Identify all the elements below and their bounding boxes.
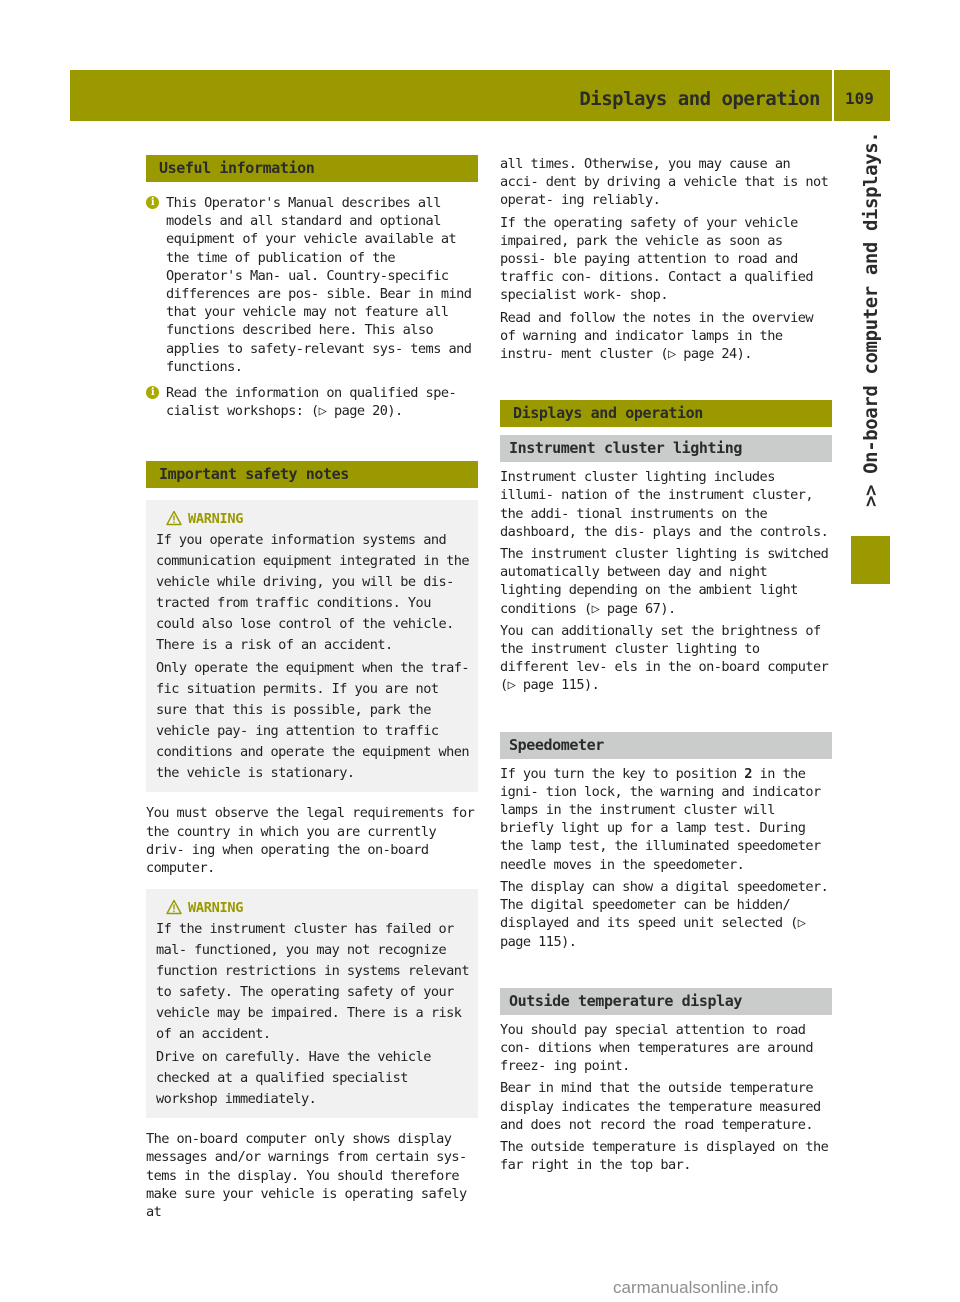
warning-title-text: WARNING [188, 900, 244, 917]
body-paragraph: You must observe the legal requirements for the country in which you are currently driv- ing when operating the on-board computer. [146, 805, 475, 877]
warning-title-text: WARNING [188, 511, 244, 528]
header-divider [832, 70, 834, 121]
page-number: 109 [845, 89, 874, 108]
body-paragraph: The instrument cluster lighting is switched automatically between day and night lighting depending on the ambient light conditions (▷ page 67). [500, 546, 829, 617]
body-paragraph: all times. Otherwise, you may cause an acci- dent by driving a vehicle that is not operat- ing reliably. [500, 156, 829, 209]
warning-text: Drive on carefully. Have the vehicle checked at a qualified specialist workshop immediately. [156, 1049, 431, 1108]
chapter-tab-marker [851, 536, 890, 584]
warning-text: If you operate information systems and communication equipment integrated in the vehicle while driving, you will be dis- tracted from traffic conditions. You could also lose control of the vehicle. There is a risk of an accident. [156, 532, 469, 654]
warning-title [156, 897, 472, 919]
body-paragraph: Read and follow the notes in the overview of warning and indicator lamps in the instru- ment cluster (▷ page 24). [500, 309, 813, 363]
warning-triangle-icon [166, 510, 182, 526]
warning-title [156, 508, 472, 530]
left-column [146, 155, 478, 1225]
body-paragraph: The display can show a digital speedometer. The digital speedometer can be hidden/ displayed and its speed unit selected (▷ page 115). [500, 878, 829, 950]
subsection-heading-speedometer: Speedometer [500, 732, 832, 759]
section-heading-useful-information: Useful information [146, 155, 478, 182]
info-note [146, 384, 478, 420]
info-note-text: Read the information on qualified spe- cialist workshops: (▷ page 20). [166, 385, 457, 420]
chapter-side-label: >> On-board computer and displays. [860, 132, 882, 508]
watermark: carmanualsonline.info [613, 1278, 779, 1297]
body-paragraph: You can additionally set the brightness of the instrument cluster lighting to different lev- els in the on-board computer (▷ page 115). [500, 622, 829, 694]
info-icon: i [146, 196, 159, 209]
body-paragraph [500, 765, 832, 874]
body-paragraph: You should pay special attention to road con- ditions when temperatures are around freez- ing point. [500, 1021, 813, 1075]
key-position-number: 2 [744, 765, 752, 782]
speedometer-text-start: If you turn the key to position [500, 765, 745, 782]
warning-text: Only operate the equipment when the traf- fic situation permits. If you are not sure that this is possible, park the vehicle pay- ing attention to traffic conditions and operate the equipment when the vehicle is stationary. [156, 660, 469, 782]
section-heading-displays-operation: Displays and operation [500, 400, 832, 427]
warning-box [146, 500, 478, 792]
body-paragraph: The on-board computer only shows display messages and/or warnings from certain sys- tems in the display. You should therefore make sure your vehicle is operating safely at [146, 1131, 467, 1221]
subsection-heading-cluster-lighting: Instrument cluster lighting [500, 435, 832, 462]
info-note [146, 194, 478, 376]
warning-box [146, 889, 478, 1118]
page-title: Displays and operation [579, 88, 820, 110]
body-paragraph: The outside temperature is displayed on the far right in the top bar. [500, 1138, 829, 1174]
section-heading-safety-notes: Important safety notes [146, 461, 478, 488]
warning-triangle-icon [166, 899, 182, 915]
body-paragraph: Instrument cluster lighting includes illumi- nation of the instrument cluster, the addi- tional instruments on the dashboard, the dis- plays and the controls. [500, 469, 829, 540]
warning-text: If the instrument cluster has failed or mal- functioned, you may not recognize function restrictions in systems relevant to safety. The operating safety of your vehicle may be impaired. There is a risk of an accident. [156, 921, 469, 1043]
subsection-heading-outside-temperature: Outside temperature display [500, 988, 832, 1015]
body-paragraph: If the operating safety of your vehicle impaired, park the vehicle as soon as possi- ble paying attention to road and traffic con- ditions. Contact a qualified specialist work- shop. [500, 214, 813, 304]
body-paragraph: Bear in mind that the outside temperature display indicates the temperature measured and does not record the road temperature. [500, 1080, 821, 1133]
info-note-text: This Operator's Manual describes all models and all standard and optional equipment of your vehicle available at the time of publication of the Operator's Man- ual. Country-specific differences are pos- sible. Bear in mind that your vehicle may not feature all functions described here. This also applies to safety-relevant sys- tems and functions. [166, 195, 472, 375]
speedometer-text-end: in the igni- tion lock, the warning and indicator lamps in the instrument cluster will briefly light up for a lamp test. During the lamp test, the illuminated speedometer needle moves in the speedometer. [500, 765, 821, 873]
info-icon: i [146, 386, 159, 399]
right-column [500, 155, 832, 1178]
